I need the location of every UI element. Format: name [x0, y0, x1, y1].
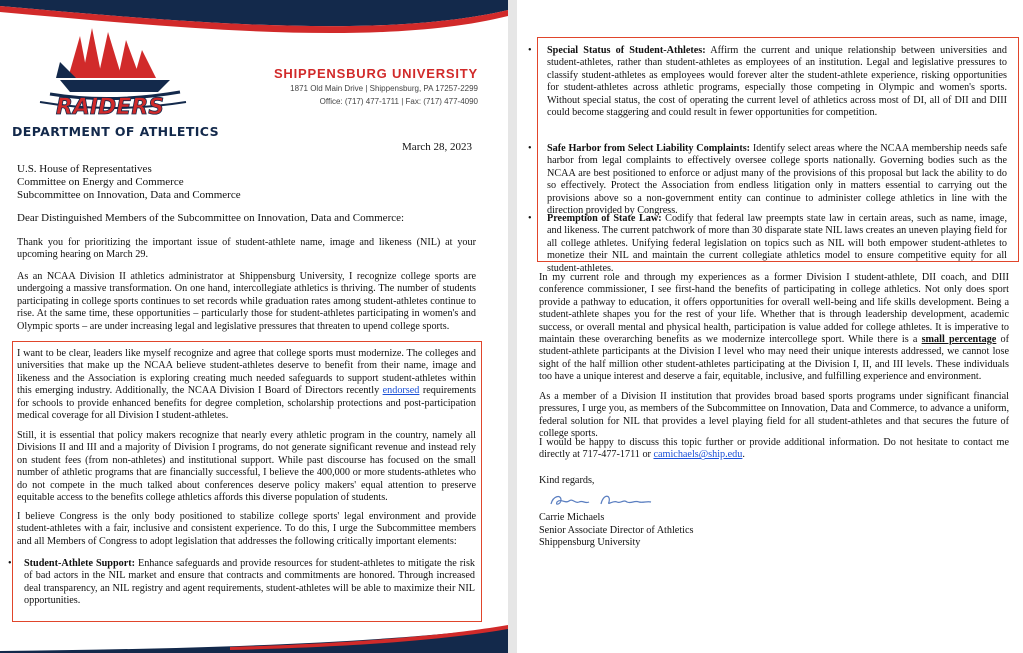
bullet-icon: •	[528, 45, 532, 56]
page-gutter	[508, 0, 517, 653]
university-name: SHIPPENSBURG UNIVERSITY	[273, 66, 478, 81]
signer-name: Carrie Michaels	[539, 512, 605, 523]
paragraph-contact	[539, 437, 1009, 462]
closing: Kind regards,	[539, 475, 595, 486]
paragraph-division-ii: As a member of a Division II institution that provides broad based sports programs under significant financial pressures, I urge you, as members of the Subcommittee on Innovation, Data and Commerce, to advance a uniform, federal solution for NIL that provides a level playing field for all student-athletes and that secures the future of college sports.	[539, 391, 1009, 440]
recipient-line: U.S. House of Representatives	[17, 163, 152, 175]
emphasis-text: small percentage	[921, 334, 997, 346]
letter-page-1	[0, 0, 508, 653]
letter-date: March 28, 2023	[402, 141, 472, 153]
raiders-ship-logo	[30, 22, 190, 118]
paragraph-role	[539, 272, 1009, 384]
endorsed-link[interactable]: endorsed	[382, 385, 420, 397]
paragraph-text: In my current role and through my experiences as a former Division I student-athlete, DII coach, and DIII conference commissioner, I see first-hand the benefits of participating in college athletics. Not only does sport provide a pathway to education, it offers opportunities for overall well-being and life skills development. Being a student-athlete shapes you for the rest of your life. Whether that is through leadership development, academic success, or overall mental and physical health, participation is value added for college athletes. It is imperative to maintain these overarching benefits as we modernize intercollege sport. While there is a	[539, 272, 1009, 346]
signature-block	[539, 512, 1009, 550]
recipient-line: Subcommittee on Innovation, Data and Commerce	[17, 189, 241, 201]
letter-page-2	[517, 0, 1023, 653]
paragraph-text: .	[742, 449, 745, 461]
bullet-text: Identify select areas where the NCAA membership needs safe harbor from legal complaints to effectively oversee college sports nationally. Governing bodies such as the NCAA are best positioned to enforce or adjust many of the provisions of this proposal but lack the ability to do so effectively. Protect the Association from endless litigation only in matters essential to carrying out the provisions above so a non-government entity can continue to administer college athletics in line with the direction provided by Congress.	[547, 143, 1007, 217]
paragraph-modernize	[17, 348, 476, 422]
bullet-icon: •	[528, 213, 532, 224]
bullet-icon: •	[528, 143, 532, 154]
bullet-special-status	[528, 45, 1007, 119]
university-phone: Office: (717) 477-1711 | Fax: (717) 477-4090	[319, 97, 478, 106]
paragraph-text: of student-athlete participants at the Division I level who may need their unique interests addressed, we cannot lose sight of the half million other student-athletes participating at the Division I, II, and III levels. These individuals too have a unique interest and deserve a fair, equitable, inclusive, and fulfilling experience and environment.	[539, 334, 1009, 383]
bullet-title: Preemption of State Law:	[547, 213, 662, 224]
bullet-text: Codify that federal law preempts state law in certain areas, such as name, image, and likeness. The current patchwork of more than 30 disparate state NIL laws creates an uneven playing field for all college athletes. Unifying federal legislation on topics such as NIL will both empower student-athletes to monetize their NIL and maintain the current collegiate athletics model to ensure competitive equity for all student-athletes.	[547, 213, 1007, 274]
paragraph-revenue: Still, it is essential that policy makers recognize that nearly every athletic program in the country, namely all Divisions II and III and a majority of Division I programs, do not generate significant revenue and instead rely on student fees (from non-athletes) and institutional support. While past discourse has focused on the small number of athletic programs that are financially successful, I believe the 400,000 or more students-athletes who do not compete in the much talked about conferences deserve policy makers' equal attention to preserve equitable access to the benefits college athletics affords this diverse population of students.	[17, 430, 476, 504]
bullet-icon: •	[8, 558, 12, 569]
university-address: 1871 Old Main Drive | Shippensburg, PA 17257-2299	[290, 84, 478, 93]
paragraph-thanks: Thank you for prioritizing the important issue of student-athlete name, image and likeness (NIL) at your upcoming hearing on March 29.	[17, 237, 476, 261]
bullet-text: Affirm the current and unique relationship between universities and student-athletes, rather than student-athletes as employees of an institution. Legal and legislative pressures to classify student-athletes as employees would forever alter the student-athlete experience, risking opportunities for student-athletes across athletic programs, especially those competing in Olympic and women's sports. Without special status, the cost of operating the current level of athletics across most of DI, all of DII and DIII could become staggering and could result in fewer opportunities for competition.	[547, 45, 1007, 119]
salutation: Dear Distinguished Members of the Subcommittee on Innovation, Data and Commerce:	[17, 212, 405, 224]
footer-swoosh	[0, 623, 508, 653]
recipient-block	[17, 163, 241, 202]
bullet-preemption	[528, 213, 1007, 275]
bullet-title: Special Status of Student-Athletes:	[547, 45, 706, 56]
bullet-safe-harbor	[528, 143, 1007, 217]
bullet-student-athlete-support	[8, 558, 476, 608]
bullet-title: Student-Athlete Support:	[24, 558, 136, 569]
bullet-text: Enhance safeguards and provide resources for student-athletes to mitigate the risk of bad actors in the NIL market and ensure that contracts and commitments are honored. Through increased deal transparency, an NIL registry and agent requirements, student-athletes will be able to maximize their NIL opportunities.	[24, 558, 476, 607]
paragraph-text: requirements for schools to provide enhanced benefits for degree completion, scholarship protections and post-participation medical coverage for all Division I student-athletes.	[17, 385, 477, 422]
paragraph-congress: I believe Congress is the only body positioned to stabilize college sports' legal environment and provide student-athletes with a fair, inclusive and consistent experience. To do this, I urge the Subcommittee members and all Members of Congress to adopt legislation that addresses the following critically important elements:	[17, 511, 476, 547]
paragraph-text: I would be happy to discuss this topic further or provide additional information. Do not hesitate to contact me directly at 717-477-1711 or	[539, 437, 1009, 461]
paragraph-text: I want to be clear, leaders like myself recognize and agree that college sports must modernize. The colleges and universities that make up the NCAA believe student-athletes deserve to benefit from their name, image and likeness and the Association is exploring creating much needed safeguards to support student-athletes within this emerging industry. Additionally, the NCAA Division I Board of Directors recently	[17, 348, 476, 397]
bullet-title: Safe Harbor from Select Liability Complaints:	[547, 143, 751, 154]
paragraph-ncaa: As an NCAA Division II athletics administrator at Shippensburg University, I recognize college sports are undergoing a massive transformation. On one hand, intercollegiate athletics is thriving. The number of students participating in college sports continues to set records while graduation rates among student-athletes continue to rise. At the same time, these opportunities – particularly those for student-athletes participating in women's and Olympic sports – are under increasing legal and legislative pressures that threaten to upend college sports.	[17, 271, 476, 332]
email-link[interactable]: camichaels@ship.edu	[653, 449, 743, 461]
signer-title: Senior Associate Director of Athletics	[539, 524, 694, 536]
handwritten-signature	[547, 490, 657, 510]
recipient-line: Committee on Energy and Commerce	[17, 176, 184, 188]
signer-organization: Shippensburg University	[539, 537, 641, 549]
department-name: DEPARTMENT OF ATHLETICS	[12, 124, 220, 139]
logo-wordmark: RAIDERS	[55, 95, 165, 118]
